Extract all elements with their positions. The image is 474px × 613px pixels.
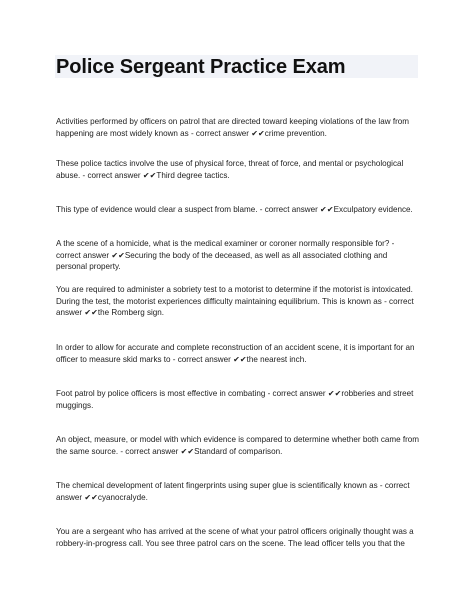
question-item: In order to allow for accurate and complete reconstruction of an accident scene, it is important for an officer to measure skid marks to - correct answer ✔✔the nearest inch. [56, 343, 415, 364]
question-item: The chemical development of latent fingerprints using super glue is scientifically known as - correct answer ✔✔cyanocralyde. [56, 481, 410, 502]
question-item: Foot patrol by police officers is most effective in combating - correct answer ✔✔robberies and street muggings. [56, 389, 414, 410]
question-item: You are a sergeant who has arrived at the scene of what your patrol officers originally thought was a robbery-in-progress call. You see three patrol cars on the scene. The lead officer tells you that the [56, 527, 414, 548]
question-item: Activities performed by officers on patrol that are directed toward keeping violations of the law from happening are most widely known as - correct answer ✔✔crime prevention. [56, 117, 410, 138]
question-item: You are required to administer a sobriety test to a motorist to determine if the motorist is intoxicated. During the test, the motorist experiences difficulty maintaining equilibrium. This is known as - correct answer ✔✔the Romberg sign. [56, 285, 414, 318]
question-item: These police tactics involve the use of physical force, threat of force, and mental or psychological abuse. - correct answer ✔✔Third degree tactics. [56, 159, 404, 180]
page-title: Police Sergeant Practice Exam [56, 56, 346, 78]
question-item: An object, measure, or model with which evidence is compared to determine whether both came from the same source. - correct answer ✔✔Standard of comparison. [56, 435, 420, 456]
question-item: A the scene of a homicide, what is the medical examiner or coroner normally responsible for? - correct answer ✔✔Securing the body of the deceased, as well as all associated clothing and personal property. [56, 239, 395, 272]
question-item: This type of evidence would clear a suspect from blame. - correct answer ✔✔Exculpatory evidence. [56, 205, 413, 214]
